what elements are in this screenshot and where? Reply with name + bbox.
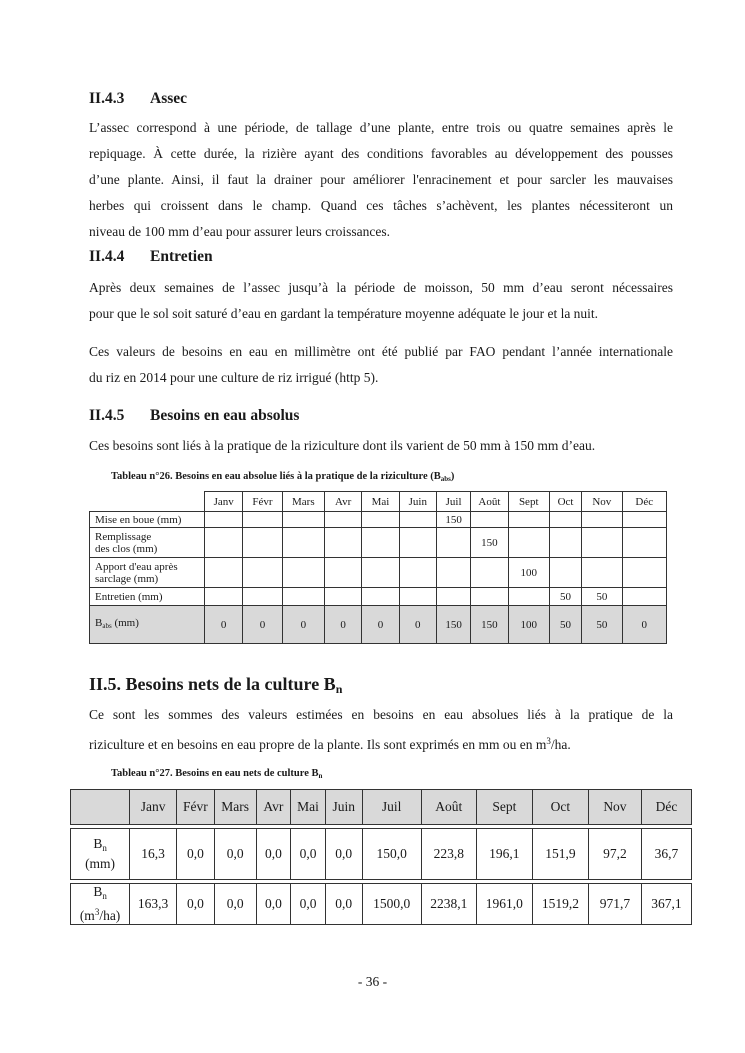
table-cell: 50 — [582, 606, 622, 644]
table-cell — [549, 558, 581, 588]
paragraph-absolus — [89, 433, 673, 459]
month-header: Avr — [256, 790, 291, 825]
month-header: Mai — [291, 790, 326, 825]
month-header: Juin — [399, 492, 436, 512]
table-cell: 151,9 — [532, 829, 588, 880]
month-header: Mars — [282, 492, 324, 512]
month-header: Sept — [508, 492, 549, 512]
table-cell — [549, 512, 581, 528]
table-cell: 150 — [436, 606, 470, 644]
table-cell: 367,1 — [641, 884, 691, 925]
month-header: Sept — [476, 790, 532, 825]
table-cell — [508, 588, 549, 606]
text-line: Après deux semaines de l’assec jusqu’à la période de moisson, 50 mm d’eau seront nécessaires — [89, 280, 673, 295]
month-header: Févr — [243, 492, 282, 512]
paragraph-fao — [89, 339, 673, 391]
table-cell: 150 — [436, 512, 470, 528]
row-label: Mise en boue (mm) — [90, 512, 205, 528]
table-row — [71, 884, 692, 925]
table27-caption: Tableau n°27. Besoins en eau nets de culture $B_n$ — [111, 768, 323, 780]
row-label: $B_n$ $(m^3/ha)$ — [71, 884, 130, 925]
table-cell: 1500,0 — [362, 884, 421, 925]
table-cell — [362, 588, 399, 606]
table-cell — [622, 512, 667, 528]
table-cell: 0,0 — [291, 884, 326, 925]
table-cell — [436, 588, 470, 606]
table-cell: 50 — [582, 588, 622, 606]
month-header: Févr — [177, 790, 215, 825]
table-cell — [243, 588, 282, 606]
table-cell — [471, 558, 508, 588]
table-cell: 0,0 — [214, 884, 256, 925]
table-cell: 0 — [362, 606, 399, 644]
table-cell: 0 — [325, 606, 362, 644]
table-row — [90, 588, 667, 606]
table-cell — [282, 528, 324, 558]
table-cell: 0 — [282, 606, 324, 644]
table-cell — [622, 528, 667, 558]
page-number: - 36 - — [357, 974, 388, 989]
table-header-row — [90, 492, 667, 512]
table-cell: 97,2 — [588, 829, 641, 880]
text-line: Ces besoins sont liés à la pratique de la riziculture dont ils varient de 50 mm à 150 mm d’eau. — [89, 438, 596, 453]
row-label: Remplissage des clos (mm) — [90, 528, 205, 558]
heading-assec — [89, 90, 187, 108]
table-cell — [471, 588, 508, 606]
table-cell: 2238,1 — [421, 884, 476, 925]
table-cell: 196,1 — [476, 829, 532, 880]
month-header: Août — [471, 492, 508, 512]
table-cell: 0,0 — [325, 829, 362, 880]
month-header: Juin — [325, 790, 362, 825]
table-row — [90, 558, 667, 588]
table-besoins-absolus — [89, 491, 667, 644]
table-cell: 1961,0 — [476, 884, 532, 925]
row-label: $B_n$ (mm) — [71, 829, 130, 880]
text-line: niveau de 100 mm d’eau pour assurer leurs croissances. — [89, 224, 391, 239]
table-cell: 50 — [549, 606, 581, 644]
heading-title: Besoins en eau absolus — [150, 407, 300, 424]
table-cell: 16,3 — [130, 829, 177, 880]
row-label: Apport d'eau après sarclage (mm) — [90, 558, 205, 588]
table-cell — [399, 588, 436, 606]
text-line: riziculture et en besoins en eau propre de la plante. Ils sont exprimés en mm ou en $m^3/ha$. — [89, 736, 571, 752]
paragraph-assec — [89, 115, 673, 245]
table-cell — [243, 558, 282, 588]
table-cell — [204, 558, 242, 588]
month-header: Mars — [214, 790, 256, 825]
text-line: Ce sont les sommes des valeurs estimées en besoins en eau absolues liés à la pratique de la — [89, 707, 673, 722]
heading-besoins-nets: II.5. Besoins nets de la culture $B_n$ — [89, 674, 343, 696]
month-header: Juil — [362, 790, 421, 825]
table-cell — [622, 588, 667, 606]
table-row — [90, 512, 667, 528]
table-cell: 0 — [243, 606, 282, 644]
table-cell: 0,0 — [214, 829, 256, 880]
table-cell: 100 — [508, 558, 549, 588]
heading-entretien — [89, 248, 213, 266]
table-cell: 971,7 — [588, 884, 641, 925]
table-cell — [282, 558, 324, 588]
table-cell: 150,0 — [362, 829, 421, 880]
table-cell — [508, 528, 549, 558]
table-cell — [582, 528, 622, 558]
table-cell: 0,0 — [325, 884, 362, 925]
table-cell — [204, 588, 242, 606]
month-header: Janv — [130, 790, 177, 825]
month-header: Août — [421, 790, 476, 825]
month-header: Avr — [325, 492, 362, 512]
month-header: Janv — [204, 492, 242, 512]
table-cell — [325, 512, 362, 528]
table-cell — [204, 528, 242, 558]
month-header: Oct — [549, 492, 581, 512]
heading-besoins-absolus — [89, 407, 299, 425]
table-cell — [325, 528, 362, 558]
table-cell: 0 — [622, 606, 667, 644]
empty-corner-cell — [90, 492, 205, 512]
row-label: Entretien (mm) — [90, 588, 205, 606]
table-cell: 50 — [549, 588, 581, 606]
table-cell: 150 — [471, 528, 508, 558]
table-row — [90, 528, 667, 558]
table-cell: 100 — [508, 606, 549, 644]
table-cell — [399, 528, 436, 558]
table-cell — [362, 558, 399, 588]
table-cell: 0,0 — [177, 884, 215, 925]
table-besoins-nets — [70, 789, 692, 925]
heading-number: II.4.5 — [89, 407, 125, 424]
table-cell — [282, 588, 324, 606]
heading-number: II.4.3 — [89, 90, 125, 107]
month-header: Nov — [588, 790, 641, 825]
table-cell — [471, 512, 508, 528]
table-total-row — [90, 606, 667, 644]
month-header: Juil — [436, 492, 470, 512]
empty-corner-cell — [71, 790, 130, 825]
table-header-row — [71, 790, 692, 825]
month-header: Mai — [362, 492, 399, 512]
month-header: Nov — [582, 492, 622, 512]
table-row — [71, 829, 692, 880]
text-line: L’assec correspond à une période, de tallage d’une plante, entre trois ou quatre semaines après le — [89, 120, 673, 135]
month-header: Oct — [532, 790, 588, 825]
heading-title: Entretien — [150, 248, 213, 265]
month-header: Déc — [641, 790, 691, 825]
table-cell — [362, 512, 399, 528]
text-line: repiquage. À cette durée, la rizière ayant des conditions favorables au développement des pousses — [89, 146, 673, 161]
table-cell: 0 — [399, 606, 436, 644]
text-line: pour que le sol soit saturé d’eau en gardant la température moyenne adéquate le jour et la nuit. — [89, 306, 599, 321]
table-cell — [399, 558, 436, 588]
text-line: herbes qui croissent dans le champ. Quand ces tâches s’achèvent, les plantes nécessiteront un — [89, 198, 673, 213]
table-cell — [622, 558, 667, 588]
table-cell — [204, 512, 242, 528]
table-cell — [436, 528, 470, 558]
table-cell — [325, 558, 362, 588]
table-cell: 0,0 — [256, 829, 291, 880]
table-cell — [243, 512, 282, 528]
paragraph-entretien — [89, 275, 673, 327]
table-cell: 36,7 — [641, 829, 691, 880]
table-cell — [243, 528, 282, 558]
text-line: Ces valeurs de besoins en eau en millimètre ont été publié par FAO pendant l’année internationale — [89, 344, 673, 359]
table-cell — [362, 528, 399, 558]
paragraph-besoins-nets — [89, 702, 673, 754]
table-cell — [325, 588, 362, 606]
table-cell: 0,0 — [177, 829, 215, 880]
table-cell: 223,8 — [421, 829, 476, 880]
table-cell: 150 — [471, 606, 508, 644]
heading-number: II.4.4 — [89, 248, 125, 265]
table-cell — [436, 558, 470, 588]
table-cell: 0,0 — [256, 884, 291, 925]
heading-title: Assec — [150, 90, 188, 107]
table-cell: 0,0 — [291, 829, 326, 880]
table-cell — [508, 512, 549, 528]
table-cell — [282, 512, 324, 528]
table26-caption: Tableau n°26. Besoins en eau absolue liés à la pratique de la riziculture $(B_{abs})$ — [111, 471, 455, 483]
text-line: d’une plante. Ainsi, il faut la drainer pour améliorer l'enracinement et pour sarcler les mauvaises — [89, 172, 673, 187]
table-cell: 0 — [204, 606, 242, 644]
table-cell — [549, 528, 581, 558]
table-cell — [582, 512, 622, 528]
table-cell: 1519,2 — [532, 884, 588, 925]
table-cell — [399, 512, 436, 528]
month-header: Déc — [622, 492, 667, 512]
table-cell — [582, 558, 622, 588]
table-cell: 163,3 — [130, 884, 177, 925]
text-line: du riz en 2014 pour une culture de riz irrigué (http 5). — [89, 370, 379, 385]
row-label: $B_{abs}$ (mm) — [90, 606, 205, 644]
